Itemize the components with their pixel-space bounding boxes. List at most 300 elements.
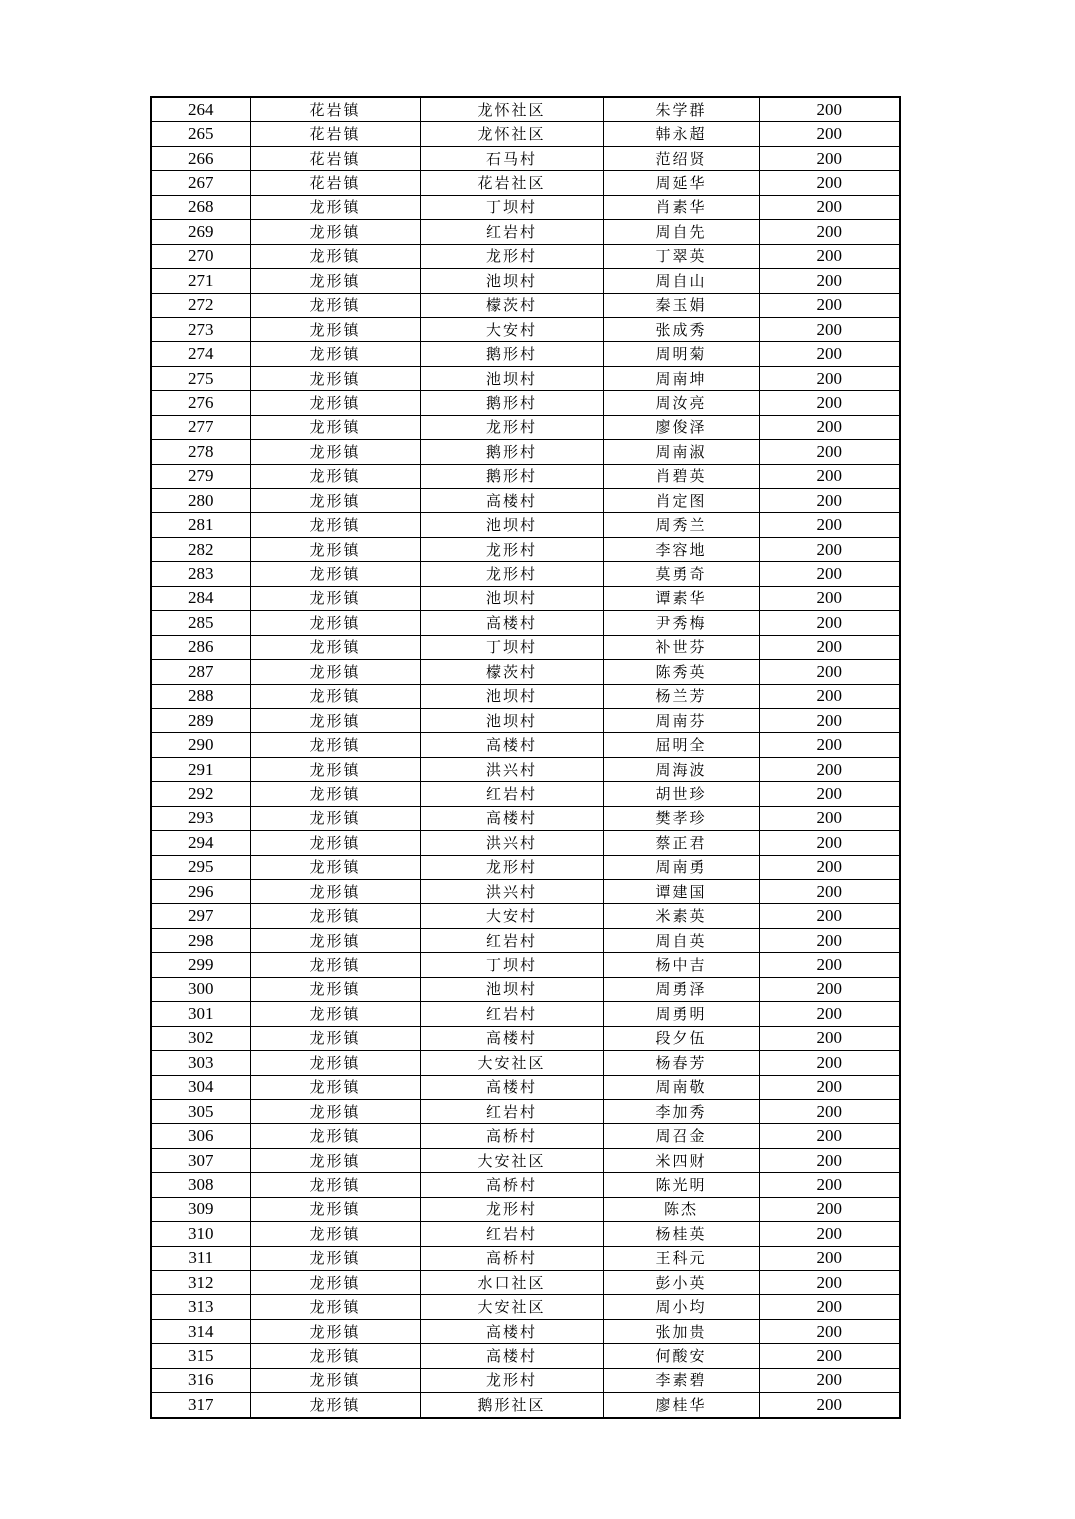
amount-cell: 200	[759, 1344, 900, 1368]
row-number-cell: 287	[151, 660, 250, 684]
village-cell: 池坝村	[420, 708, 603, 732]
amount-cell: 200	[759, 1222, 900, 1246]
amount-cell: 200	[759, 782, 900, 806]
amount-cell: 200	[759, 611, 900, 635]
name-cell: 李加秀	[603, 1099, 759, 1123]
row-number-cell: 280	[151, 489, 250, 513]
row-number-cell: 286	[151, 635, 250, 659]
table-row	[151, 586, 900, 610]
name-cell: 周海波	[603, 757, 759, 781]
town-cell: 龙形镇	[250, 1295, 420, 1319]
village-cell: 高楼村	[420, 1075, 603, 1099]
name-cell: 蔡正君	[603, 831, 759, 855]
table-row	[151, 537, 900, 561]
town-cell: 龙形镇	[250, 1319, 420, 1343]
town-cell: 龙形镇	[250, 880, 420, 904]
name-cell: 范绍贤	[603, 146, 759, 170]
village-cell: 龙形村	[420, 244, 603, 268]
name-cell: 段夕伍	[603, 1026, 759, 1050]
row-number-cell: 266	[151, 146, 250, 170]
village-cell: 花岩社区	[420, 171, 603, 195]
name-cell: 彭小英	[603, 1271, 759, 1295]
village-cell: 大安村	[420, 904, 603, 928]
name-cell: 周明菊	[603, 342, 759, 366]
amount-cell: 200	[759, 122, 900, 146]
name-cell: 周小均	[603, 1295, 759, 1319]
table-row	[151, 391, 900, 415]
table-row	[151, 1393, 900, 1418]
row-number-cell: 279	[151, 464, 250, 488]
amount-cell: 200	[759, 146, 900, 170]
name-cell: 周南芬	[603, 708, 759, 732]
town-cell: 龙形镇	[250, 464, 420, 488]
row-number-cell: 296	[151, 880, 250, 904]
name-cell: 周召金	[603, 1124, 759, 1148]
town-cell: 龙形镇	[250, 635, 420, 659]
table-row	[151, 1148, 900, 1172]
town-cell: 龙形镇	[250, 782, 420, 806]
town-cell: 龙形镇	[250, 1393, 420, 1418]
name-cell: 周自英	[603, 928, 759, 952]
name-cell: 周自山	[603, 269, 759, 293]
town-cell: 龙形镇	[250, 1099, 420, 1123]
town-cell: 龙形镇	[250, 953, 420, 977]
village-cell: 池坝村	[420, 269, 603, 293]
name-cell: 杨兰芳	[603, 684, 759, 708]
row-number-cell: 305	[151, 1099, 250, 1123]
name-cell: 屈明全	[603, 733, 759, 757]
row-number-cell: 315	[151, 1344, 250, 1368]
row-number-cell: 311	[151, 1246, 250, 1270]
town-cell: 龙形镇	[250, 1344, 420, 1368]
table-row	[151, 1026, 900, 1050]
village-cell: 丁坝村	[420, 953, 603, 977]
village-cell: 鹅形社区	[420, 1393, 603, 1418]
name-cell: 杨春芳	[603, 1051, 759, 1075]
village-cell: 高楼村	[420, 611, 603, 635]
table-row	[151, 317, 900, 341]
table-row	[151, 1124, 900, 1148]
name-cell: 樊孝珍	[603, 806, 759, 830]
town-cell: 龙形镇	[250, 366, 420, 390]
table-row	[151, 1197, 900, 1221]
name-cell: 何酸安	[603, 1344, 759, 1368]
village-cell: 丁坝村	[420, 195, 603, 219]
town-cell: 龙形镇	[250, 195, 420, 219]
table-row	[151, 97, 900, 122]
town-cell: 龙形镇	[250, 904, 420, 928]
table-row	[151, 611, 900, 635]
village-cell: 大安社区	[420, 1148, 603, 1172]
row-number-cell: 293	[151, 806, 250, 830]
table-row	[151, 782, 900, 806]
name-cell: 周南勇	[603, 855, 759, 879]
village-cell: 龙怀社区	[420, 122, 603, 146]
village-cell: 高楼村	[420, 1026, 603, 1050]
amount-cell: 200	[759, 953, 900, 977]
name-cell: 胡世珍	[603, 782, 759, 806]
row-number-cell: 273	[151, 317, 250, 341]
table-row	[151, 562, 900, 586]
row-number-cell: 295	[151, 855, 250, 879]
amount-cell: 200	[759, 1368, 900, 1392]
village-cell: 丁坝村	[420, 635, 603, 659]
amount-cell: 200	[759, 1393, 900, 1418]
row-number-cell: 309	[151, 1197, 250, 1221]
row-number-cell: 267	[151, 171, 250, 195]
row-number-cell: 304	[151, 1075, 250, 1099]
table-row	[151, 122, 900, 146]
name-cell: 肖碧英	[603, 464, 759, 488]
table-row	[151, 220, 900, 244]
amount-cell: 200	[759, 831, 900, 855]
town-cell: 龙形镇	[250, 733, 420, 757]
amount-cell: 200	[759, 880, 900, 904]
amount-cell: 200	[759, 244, 900, 268]
village-cell: 红岩村	[420, 782, 603, 806]
village-cell: 高楼村	[420, 733, 603, 757]
village-cell: 红岩村	[420, 220, 603, 244]
town-cell: 龙形镇	[250, 1271, 420, 1295]
amount-cell: 200	[759, 708, 900, 732]
village-cell: 洪兴村	[420, 831, 603, 855]
row-number-cell: 300	[151, 977, 250, 1001]
town-cell: 龙形镇	[250, 391, 420, 415]
name-cell: 周延华	[603, 171, 759, 195]
name-cell: 尹秀梅	[603, 611, 759, 635]
table-row	[151, 1368, 900, 1392]
table-row	[151, 489, 900, 513]
amount-cell: 200	[759, 733, 900, 757]
village-cell: 红岩村	[420, 1002, 603, 1026]
table-row	[151, 440, 900, 464]
name-cell: 周南淑	[603, 440, 759, 464]
row-number-cell: 291	[151, 757, 250, 781]
row-number-cell: 298	[151, 928, 250, 952]
table-row	[151, 977, 900, 1001]
name-cell: 周南坤	[603, 366, 759, 390]
row-number-cell: 317	[151, 1393, 250, 1418]
town-cell: 龙形镇	[250, 342, 420, 366]
town-cell: 龙形镇	[250, 684, 420, 708]
table-row	[151, 831, 900, 855]
village-cell: 龙形村	[420, 1197, 603, 1221]
town-cell: 龙形镇	[250, 1222, 420, 1246]
town-cell: 龙形镇	[250, 1051, 420, 1075]
row-number-cell: 288	[151, 684, 250, 708]
village-cell: 洪兴村	[420, 880, 603, 904]
amount-cell: 200	[759, 1002, 900, 1026]
amount-cell: 200	[759, 317, 900, 341]
town-cell: 龙形镇	[250, 708, 420, 732]
name-cell: 丁翠英	[603, 244, 759, 268]
amount-cell: 200	[759, 342, 900, 366]
amount-cell: 200	[759, 489, 900, 513]
name-cell: 肖素华	[603, 195, 759, 219]
table-row	[151, 513, 900, 537]
row-number-cell: 285	[151, 611, 250, 635]
village-cell: 高楼村	[420, 1319, 603, 1343]
row-number-cell: 274	[151, 342, 250, 366]
table-row	[151, 806, 900, 830]
row-number-cell: 290	[151, 733, 250, 757]
village-cell: 龙形村	[420, 415, 603, 439]
table-row	[151, 928, 900, 952]
name-cell: 肖定图	[603, 489, 759, 513]
name-cell: 杨桂英	[603, 1222, 759, 1246]
village-cell: 池坝村	[420, 366, 603, 390]
town-cell: 龙形镇	[250, 1368, 420, 1392]
row-number-cell: 316	[151, 1368, 250, 1392]
village-cell: 高楼村	[420, 1344, 603, 1368]
row-number-cell: 314	[151, 1319, 250, 1343]
town-cell: 龙形镇	[250, 317, 420, 341]
table-row	[151, 660, 900, 684]
village-cell: 高楼村	[420, 806, 603, 830]
row-number-cell: 299	[151, 953, 250, 977]
row-number-cell: 294	[151, 831, 250, 855]
name-cell: 谭建国	[603, 880, 759, 904]
row-number-cell: 301	[151, 1002, 250, 1026]
amount-cell: 200	[759, 366, 900, 390]
village-cell: 池坝村	[420, 684, 603, 708]
town-cell: 龙形镇	[250, 1075, 420, 1099]
village-cell: 大安村	[420, 317, 603, 341]
name-cell: 周南敬	[603, 1075, 759, 1099]
row-number-cell: 272	[151, 293, 250, 317]
row-number-cell: 278	[151, 440, 250, 464]
table-row	[151, 1173, 900, 1197]
row-number-cell: 292	[151, 782, 250, 806]
table-row	[151, 1002, 900, 1026]
village-cell: 龙形村	[420, 562, 603, 586]
table-row	[151, 1295, 900, 1319]
village-cell: 红岩村	[420, 1222, 603, 1246]
table-row	[151, 342, 900, 366]
row-number-cell: 307	[151, 1148, 250, 1172]
row-number-cell: 289	[151, 708, 250, 732]
village-cell: 洪兴村	[420, 757, 603, 781]
row-number-cell: 302	[151, 1026, 250, 1050]
amount-cell: 200	[759, 220, 900, 244]
table-row	[151, 1051, 900, 1075]
village-cell: 红岩村	[420, 928, 603, 952]
name-cell: 周勇泽	[603, 977, 759, 1001]
row-number-cell: 308	[151, 1173, 250, 1197]
table-row	[151, 757, 900, 781]
name-cell: 莫勇奇	[603, 562, 759, 586]
row-number-cell: 284	[151, 586, 250, 610]
name-cell: 张成秀	[603, 317, 759, 341]
row-number-cell: 312	[151, 1271, 250, 1295]
village-cell: 高桥村	[420, 1124, 603, 1148]
table-row	[151, 1099, 900, 1123]
town-cell: 花岩镇	[250, 146, 420, 170]
amount-cell: 200	[759, 1319, 900, 1343]
table-row	[151, 195, 900, 219]
amount-cell: 200	[759, 1197, 900, 1221]
amount-cell: 200	[759, 1075, 900, 1099]
amount-cell: 200	[759, 586, 900, 610]
village-cell: 龙形村	[420, 855, 603, 879]
table-row	[151, 244, 900, 268]
town-cell: 龙形镇	[250, 660, 420, 684]
table-row	[151, 464, 900, 488]
row-number-cell: 303	[151, 1051, 250, 1075]
amount-cell: 200	[759, 1026, 900, 1050]
town-cell: 龙形镇	[250, 293, 420, 317]
table-row	[151, 1246, 900, 1270]
town-cell: 花岩镇	[250, 171, 420, 195]
table-row	[151, 269, 900, 293]
village-cell: 池坝村	[420, 977, 603, 1001]
table-row	[151, 708, 900, 732]
table-row	[151, 293, 900, 317]
amount-cell: 200	[759, 1051, 900, 1075]
town-cell: 龙形镇	[250, 537, 420, 561]
row-number-cell: 275	[151, 366, 250, 390]
town-cell: 龙形镇	[250, 977, 420, 1001]
village-cell: 鹅形村	[420, 440, 603, 464]
village-cell: 池坝村	[420, 586, 603, 610]
amount-cell: 200	[759, 464, 900, 488]
town-cell: 龙形镇	[250, 244, 420, 268]
amount-cell: 200	[759, 1148, 900, 1172]
table-row	[151, 415, 900, 439]
row-number-cell: 276	[151, 391, 250, 415]
table-row	[151, 855, 900, 879]
name-cell: 李容地	[603, 537, 759, 561]
name-cell: 李素碧	[603, 1368, 759, 1392]
row-number-cell: 310	[151, 1222, 250, 1246]
town-cell: 花岩镇	[250, 97, 420, 122]
beneficiary-table	[150, 96, 901, 1419]
amount-cell: 200	[759, 537, 900, 561]
amount-cell: 200	[759, 635, 900, 659]
village-cell: 檬茨村	[420, 293, 603, 317]
town-cell: 龙形镇	[250, 1197, 420, 1221]
town-cell: 龙形镇	[250, 1246, 420, 1270]
town-cell: 龙形镇	[250, 415, 420, 439]
village-cell: 大安社区	[420, 1295, 603, 1319]
village-cell: 高楼村	[420, 489, 603, 513]
name-cell: 陈杰	[603, 1197, 759, 1221]
amount-cell: 200	[759, 855, 900, 879]
name-cell: 周自先	[603, 220, 759, 244]
table-row	[151, 1075, 900, 1099]
table-row	[151, 953, 900, 977]
name-cell: 米四财	[603, 1148, 759, 1172]
town-cell: 龙形镇	[250, 1173, 420, 1197]
row-number-cell: 297	[151, 904, 250, 928]
town-cell: 龙形镇	[250, 1026, 420, 1050]
amount-cell: 200	[759, 293, 900, 317]
row-number-cell: 264	[151, 97, 250, 122]
amount-cell: 200	[759, 440, 900, 464]
town-cell: 龙形镇	[250, 831, 420, 855]
name-cell: 王科元	[603, 1246, 759, 1270]
town-cell: 龙形镇	[250, 269, 420, 293]
row-number-cell: 313	[151, 1295, 250, 1319]
town-cell: 龙形镇	[250, 1148, 420, 1172]
amount-cell: 200	[759, 1099, 900, 1123]
village-cell: 高桥村	[420, 1173, 603, 1197]
row-number-cell: 269	[151, 220, 250, 244]
amount-cell: 200	[759, 977, 900, 1001]
name-cell: 杨中吉	[603, 953, 759, 977]
table-row	[151, 146, 900, 170]
name-cell: 周汝亮	[603, 391, 759, 415]
table-row	[151, 635, 900, 659]
amount-cell: 200	[759, 195, 900, 219]
village-cell: 石马村	[420, 146, 603, 170]
row-number-cell: 271	[151, 269, 250, 293]
name-cell: 周勇明	[603, 1002, 759, 1026]
row-number-cell: 282	[151, 537, 250, 561]
amount-cell: 200	[759, 562, 900, 586]
table-row	[151, 171, 900, 195]
amount-cell: 200	[759, 1271, 900, 1295]
table-row	[151, 1319, 900, 1343]
row-number-cell: 270	[151, 244, 250, 268]
amount-cell: 200	[759, 171, 900, 195]
town-cell: 龙形镇	[250, 220, 420, 244]
village-cell: 鹅形村	[420, 342, 603, 366]
table-row	[151, 366, 900, 390]
name-cell: 周秀兰	[603, 513, 759, 537]
village-cell: 池坝村	[420, 513, 603, 537]
amount-cell: 200	[759, 904, 900, 928]
amount-cell: 200	[759, 1173, 900, 1197]
town-cell: 龙形镇	[250, 1002, 420, 1026]
amount-cell: 200	[759, 806, 900, 830]
name-cell: 朱学群	[603, 97, 759, 122]
name-cell: 陈光明	[603, 1173, 759, 1197]
amount-cell: 200	[759, 1124, 900, 1148]
village-cell: 龙形村	[420, 1368, 603, 1392]
town-cell: 龙形镇	[250, 611, 420, 635]
amount-cell: 200	[759, 269, 900, 293]
village-cell: 檬茨村	[420, 660, 603, 684]
village-cell: 红岩村	[420, 1099, 603, 1123]
row-number-cell: 268	[151, 195, 250, 219]
village-cell: 大安社区	[420, 1051, 603, 1075]
row-number-cell: 283	[151, 562, 250, 586]
name-cell: 米素英	[603, 904, 759, 928]
village-cell: 龙形村	[420, 537, 603, 561]
town-cell: 龙形镇	[250, 586, 420, 610]
town-cell: 花岩镇	[250, 122, 420, 146]
name-cell: 陈秀英	[603, 660, 759, 684]
amount-cell: 200	[759, 513, 900, 537]
table-row	[151, 1344, 900, 1368]
village-cell: 鹅形村	[420, 391, 603, 415]
amount-cell: 200	[759, 1246, 900, 1270]
table-row	[151, 904, 900, 928]
table-row	[151, 880, 900, 904]
row-number-cell: 277	[151, 415, 250, 439]
amount-cell: 200	[759, 97, 900, 122]
name-cell: 秦玉娟	[603, 293, 759, 317]
town-cell: 龙形镇	[250, 489, 420, 513]
name-cell: 廖桂华	[603, 1393, 759, 1418]
town-cell: 龙形镇	[250, 440, 420, 464]
town-cell: 龙形镇	[250, 1124, 420, 1148]
amount-cell: 200	[759, 757, 900, 781]
row-number-cell: 265	[151, 122, 250, 146]
amount-cell: 200	[759, 1295, 900, 1319]
name-cell: 张加贵	[603, 1319, 759, 1343]
